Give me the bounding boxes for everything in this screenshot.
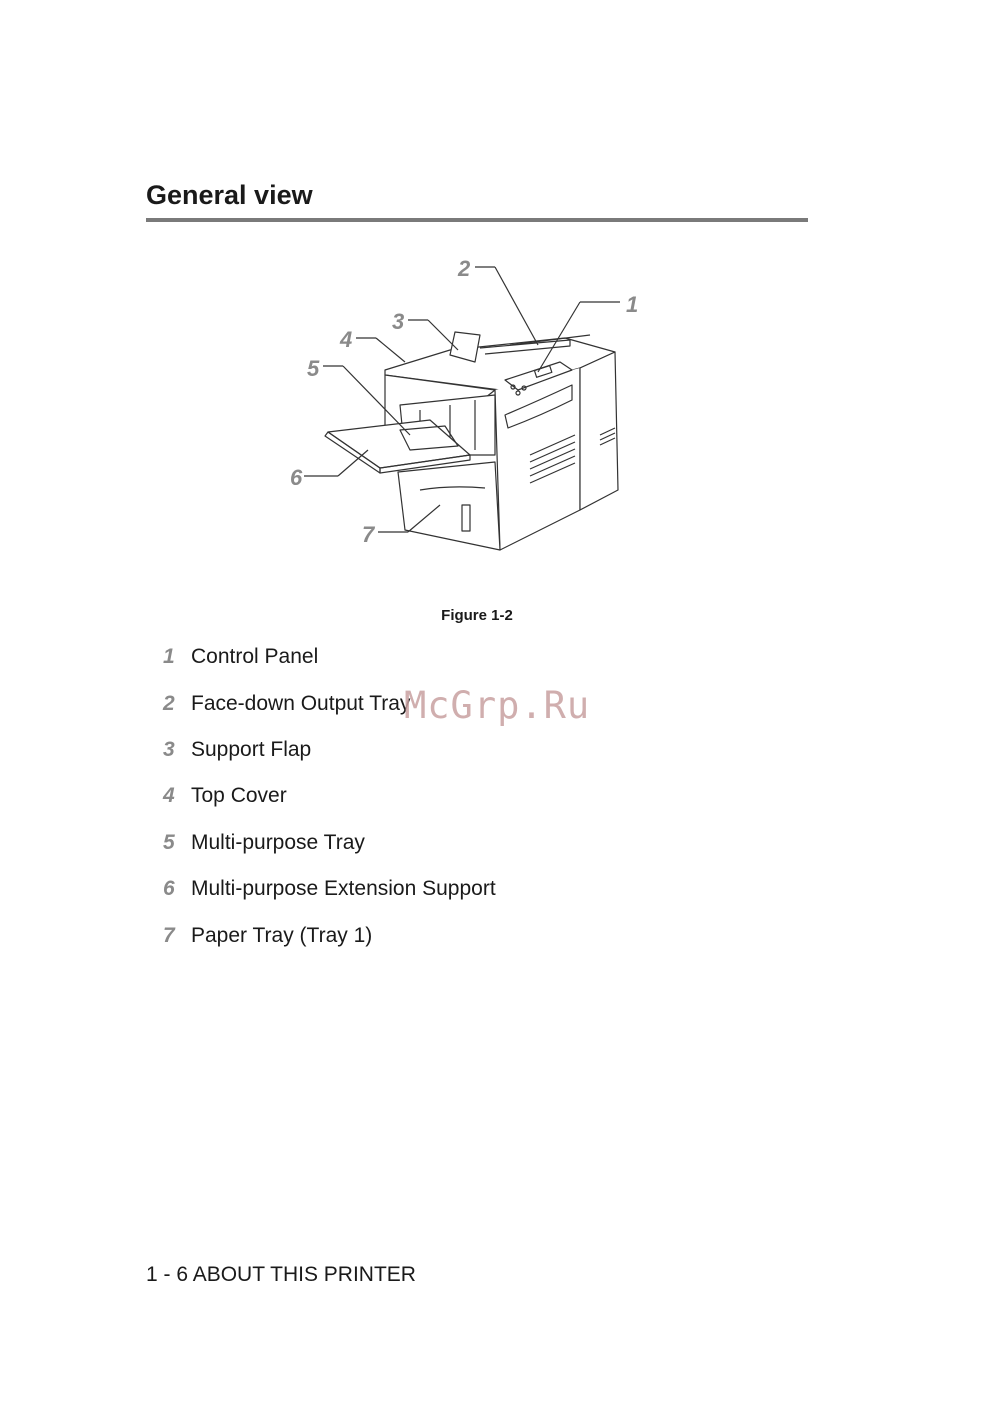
- part-number: 7: [163, 923, 175, 947]
- printer-illustration: [280, 250, 660, 560]
- part-label: Multi-purpose Tray: [191, 830, 365, 854]
- list-item: [160, 773, 496, 819]
- callout-2: 2: [458, 256, 471, 281]
- part-number: 2: [163, 691, 175, 715]
- part-number: 1: [163, 645, 175, 669]
- part-number: 6: [163, 877, 175, 901]
- part-label: Paper Tray (Tray 1): [191, 923, 373, 947]
- callout-6: 6: [290, 465, 303, 490]
- list-item: [160, 727, 496, 773]
- list-item: [160, 820, 496, 866]
- callout-5: 5: [307, 356, 320, 381]
- watermark: McGrp.Ru: [404, 684, 591, 727]
- part-number: 3: [163, 737, 175, 761]
- callout-4: 4: [340, 327, 353, 352]
- part-number: 5: [163, 830, 175, 854]
- part-label: Support Flap: [191, 737, 312, 761]
- callout-7: 7: [362, 522, 375, 547]
- part-label: Top Cover: [191, 784, 287, 808]
- printer-figure: [280, 250, 660, 560]
- page-footer: 1 - 6 ABOUT THIS PRINTER: [146, 1263, 416, 1286]
- callout-1: 1: [626, 292, 639, 317]
- list-item: [160, 866, 496, 912]
- part-number: 4: [163, 784, 175, 808]
- part-label: Multi-purpose Extension Support: [191, 877, 496, 901]
- figure-caption: Figure 1-2: [441, 607, 513, 624]
- page-title: General view: [146, 180, 313, 210]
- list-item: [160, 912, 496, 958]
- title-rule: [146, 218, 808, 222]
- callout-3: 3: [392, 309, 405, 334]
- part-label: Control Panel: [191, 645, 319, 669]
- list-item: [160, 634, 496, 680]
- part-label: Face-down Output Tray: [191, 691, 411, 715]
- parts-list: [160, 634, 496, 959]
